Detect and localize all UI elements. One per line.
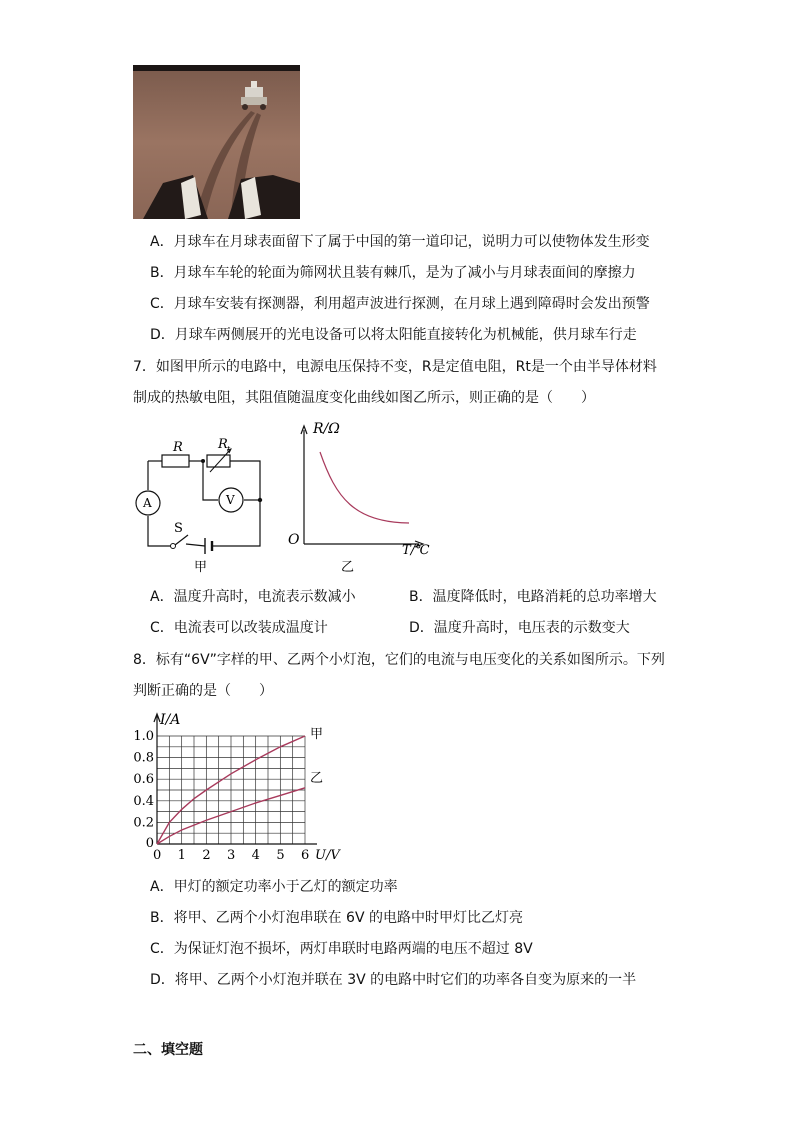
resistance-temperature-graph: [284, 420, 434, 578]
y-tick-label: 0.6: [133, 772, 154, 788]
x-tick-label: 5: [276, 848, 285, 863]
rt-curve: [320, 452, 409, 523]
y-tick-label: 0: [145, 836, 154, 851]
q8-option-b: B．将甲、乙两个小灯泡串联在 6V 的电路中时甲灯比乙灯亮: [150, 910, 523, 926]
x-tick-label: 1: [177, 848, 186, 863]
y-tick-label: 1.0: [133, 729, 154, 744]
q8-stem-line2: 判断正确的是（ ）: [133, 683, 273, 699]
x-tick-label: 6: [301, 848, 310, 863]
q6-option-d: D．月球车两侧展开的光电设备可以将太阳能直接转化为机械能，供月球车行走: [150, 327, 637, 343]
y-axis-label: I/A: [160, 712, 181, 728]
thermistor-rt: [207, 455, 230, 467]
x-tick-label: 4: [251, 848, 260, 863]
circuit-diagram: [130, 428, 280, 578]
q7-stem-line1: 7．如图甲所示的电路中，电源电压保持不变，R是定值电阻，Rt是一个由半导体材料: [133, 359, 657, 375]
q7-option-c: C．电流表可以改装成温度计: [150, 620, 328, 636]
y-tick-label: 0.8: [133, 750, 154, 766]
circuit-caption: 甲: [194, 560, 208, 575]
x-tick-label: 0: [153, 848, 162, 863]
rt-xlabel: T/℃: [402, 543, 430, 558]
y-tick-label: 0.4: [133, 793, 154, 809]
x-tick-label: 2: [202, 848, 211, 863]
q8-option-c: C．为保证灯泡不损坏，两灯串联时电路两端的电压不超过 8V: [150, 941, 533, 957]
x-tick-label: 3: [227, 848, 236, 863]
label-ammeter: A: [143, 496, 152, 510]
q6-option-a: A．月球车在月球表面留下了属于中国的第一道印记，说明力可以使物体发生形变: [150, 234, 650, 250]
rt-origin: O: [288, 532, 300, 548]
q7-stem-line2: 制成的热敏电阻，其阻值随温度变化曲线如图乙所示，则正确的是（ ）: [133, 390, 595, 406]
q8-option-a: A．甲灯的额定功率小于乙灯的额定功率: [150, 879, 398, 895]
q7-option-b: B．温度降低时，电路消耗的总功率增大: [409, 589, 657, 605]
y-tick-label: 0.2: [133, 815, 154, 831]
label-r: R: [173, 440, 183, 455]
label-rt: R: [218, 437, 228, 452]
q8-stem-line1: 8．标有“6V”字样的甲、乙两个小灯泡，它们的电流与电压变化的关系如图所示。下列: [133, 652, 665, 668]
rt-ylabel: R/Ω: [313, 421, 340, 437]
label-switch: S: [174, 521, 183, 536]
label-voltmeter: V: [226, 493, 235, 507]
section-heading: 二、填空题: [133, 1042, 203, 1058]
q7-option-d: D．温度升高时，电压表的示数变大: [409, 620, 630, 636]
iu-chart: [130, 708, 360, 868]
q6-option-c: C．月球车安装有探测器，利用超声波进行探测，在月球上遇到障碍时会发出预警: [150, 296, 650, 312]
lunar-rover-photo: [133, 65, 300, 219]
resistor-r: [162, 455, 189, 467]
q6-option-b: B．月球车车轮的轮面为筛网状且装有棘爪，是为了减小与月球表面间的摩擦力: [150, 265, 636, 281]
graph-caption: 乙: [341, 560, 355, 575]
series-label-0: 甲: [310, 727, 324, 742]
switch-s: [175, 535, 188, 545]
q8-option-d: D．将甲、乙两个小灯泡并联在 3V 的电路中时它们的功率各自变为原来的一半: [150, 972, 637, 988]
series-label-1: 乙: [310, 770, 324, 786]
q7-option-a: A．温度升高时，电流表示数减小: [150, 589, 356, 605]
x-axis-label: U/V: [315, 848, 340, 863]
label-rt-sub: t: [227, 445, 231, 454]
